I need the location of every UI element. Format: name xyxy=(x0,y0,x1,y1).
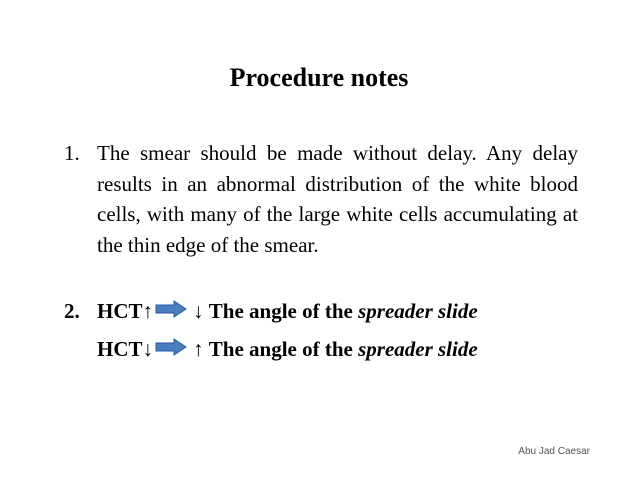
list-item-1 xyxy=(64,138,578,260)
hct-increase-label: HCT↑ xyxy=(97,299,154,323)
hct-decrease-label: HCT↓ xyxy=(97,337,154,361)
list-number-1: 1. xyxy=(64,141,80,165)
spreader-slide-a: spreader slide xyxy=(358,299,478,323)
list-item-2-line-b xyxy=(97,334,478,364)
right-arrow-icon xyxy=(155,296,187,326)
direction-down: ↓ xyxy=(193,299,204,323)
direction-up: ↑ xyxy=(193,337,204,361)
spreader-slide-b: spreader slide xyxy=(358,337,478,361)
list-number-2: 2. xyxy=(64,299,80,323)
list-item-1-text: The smear should be made without delay. Any delay results in an abnormal distribution of the white blood cells, with many of the large white cells accumulating at the thin edge of the smear. xyxy=(97,141,578,257)
angle-text-a: The angle of the xyxy=(208,299,353,323)
slide-title: Procedure notes xyxy=(229,63,409,92)
angle-text-b: The angle of the xyxy=(208,337,353,361)
list-item-2-line-a xyxy=(64,296,478,326)
author-footer: Abu Jad Caesar xyxy=(518,446,590,457)
right-arrow-icon xyxy=(155,334,187,364)
